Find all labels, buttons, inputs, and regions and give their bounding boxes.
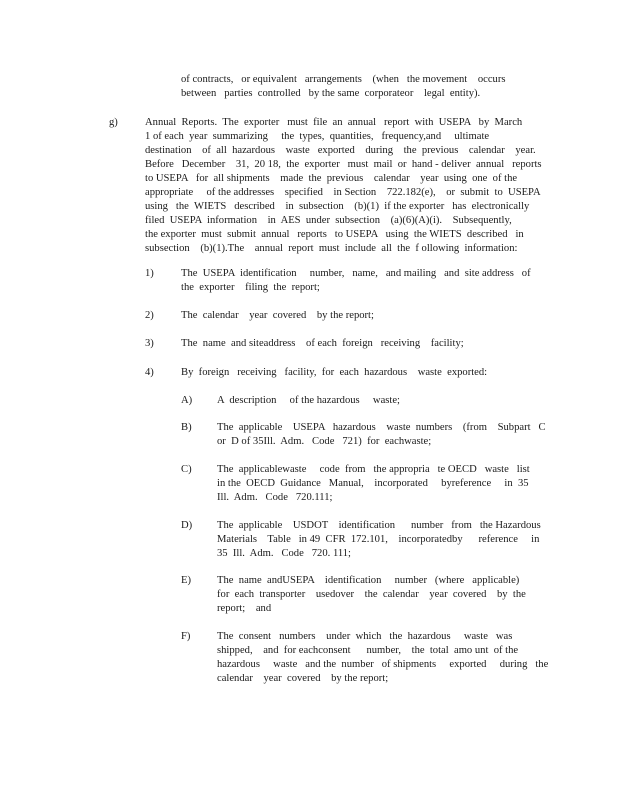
text-line: The calendar year covered by the report; [181,310,374,321]
text-line: The applicable USDOT identification number from the Hazardous [217,520,541,531]
text-line: The name and siteaddress of each foreign receiving facility; [181,338,464,349]
text-line: subsection (b)(1).The annual report must include all the f ollowing information: [145,243,518,254]
text-line: The name andUSEPA identification number (where applicable) [217,575,520,586]
subitem-label: D) [181,520,193,531]
sub-list-item [217,574,537,616]
text-line: The applicablewaste code from the appropria te OECD waste list [217,464,530,475]
list-item [181,267,538,295]
text-line: Before December 31, 20 18, the exporter must mail or hand - deliver annual reports [145,159,542,170]
text-line: hazardous waste and the number of shipments exported during the [217,659,549,670]
text-line: filed USEPA information in AES under subsection (a)(6)(A)(i). Subsequently, [145,215,512,226]
item-label: 1) [145,268,154,279]
section-g-paragraph [145,116,542,256]
item-label: 3) [145,338,154,349]
text-line: The USEPA identification number, name, and mailing and site address of [181,268,531,279]
text-line: 1 of each year summarizing the types, quantities, frequency,and ultimate [145,131,490,142]
text-line: of contracts, or equivalent arrangements (when the movement occurs [181,74,506,85]
subitem-label: A) [181,395,193,406]
text-line: A description of the hazardous waste; [217,395,400,406]
sub-list-item [217,630,549,686]
text-line: the exporter must submit annual reports to USEPA using the WIETS described in [145,229,524,240]
text-line: destination of all hazardous waste exported during the previous calendar year. [145,145,536,156]
section-label: g) [109,117,118,128]
text-line: using the WIETS described in subsection (b)(1) if the exporter has electronically [145,201,530,212]
item-label: 4) [145,367,154,378]
continuation-paragraph [181,73,511,101]
text-line: By foreign receiving facility, for each hazardous waste exported: [181,367,488,378]
list-item [181,309,538,323]
text-line: shipped, and for eachconsent number, the total amo unt of the [217,645,519,656]
sub-list-item [217,394,537,408]
sub-list-item [217,463,537,505]
text-line: Materials Table in 49 CFR 172.101, incorporatedby reference in [217,534,540,545]
text-line: or D of 35Ill. Adm. Code 721) for eachwaste; [217,436,432,447]
text-line: to USEPA for all shipments made the previous calendar year using one of the [145,173,518,184]
list-item [181,337,538,351]
subitem-label: C) [181,464,192,475]
text-line: appropriate of the addresses specified in Section 722.182(e), or submit to USEPA [145,187,541,198]
sub-list-item [217,421,546,449]
text-line: for each transporter usedover the calendar year covered by the [217,589,526,600]
text-line: in the OECD Guidance Manual, incorporated byreference in 35 [217,478,529,489]
subitem-label: B) [181,422,192,433]
subitem-label: E) [181,575,191,586]
text-line: report; and [217,603,272,614]
sub-list-item [217,519,541,561]
text-line: The applicable USEPA hazardous waste numbers (from Subpart C [217,422,546,433]
text-line: the exporter filing the report; [181,282,320,293]
item-label: 2) [145,310,154,321]
list-item [181,366,538,380]
text-line: Annual Reports. The exporter must file an annual report with USEPA by March [145,117,523,128]
subitem-label: F) [181,631,191,642]
text-line: Ill. Adm. Code 720.111; [217,492,333,503]
text-line: between parties controlled by the same corporateor legal entity). [181,88,481,99]
text-line: 35 Ill. Adm. Code 720. 111; [217,548,351,559]
text-line: The consent numbers under which the hazardous waste was [217,631,513,642]
text-line: calendar year covered by the report; [217,673,389,684]
